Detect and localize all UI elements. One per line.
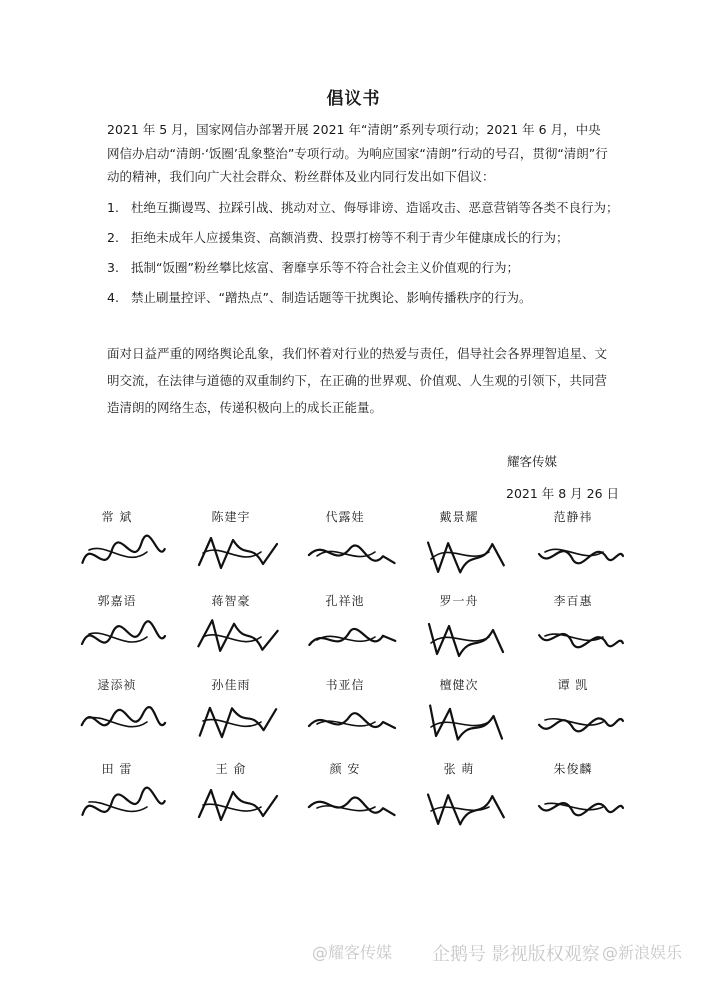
handwritten-signature	[533, 782, 625, 832]
handwritten-signature	[191, 614, 283, 664]
signer-name: 罗一舟	[439, 594, 479, 608]
handwritten-signature	[419, 782, 511, 832]
item-number: 1.	[107, 200, 119, 215]
signer-name: 田 雷	[101, 762, 133, 776]
signature-cell	[176, 676, 286, 758]
signature-cell	[518, 760, 628, 842]
signer-name: 朱俊麟	[553, 762, 593, 776]
signature-cell	[290, 676, 400, 758]
signature-cell	[404, 508, 514, 590]
signature-cell	[62, 508, 172, 590]
handwritten-signature	[419, 614, 511, 664]
handwritten-signature	[419, 698, 511, 748]
watermark-left: @耀客传媒	[312, 943, 393, 962]
handwritten-signature	[191, 698, 283, 748]
handwritten-signature	[533, 698, 625, 748]
signature-cell	[176, 508, 286, 590]
signature-cell	[176, 592, 286, 674]
handwritten-signature	[533, 530, 625, 580]
signer-name: 蒋智豪	[211, 594, 251, 608]
signature-cell	[404, 760, 514, 842]
signature-cell	[176, 760, 286, 842]
signature-cell	[518, 592, 628, 674]
signature-cell	[62, 676, 172, 758]
handwritten-signature	[77, 530, 169, 580]
item-text: 杜绝互撕谩骂、拉踩引战、挑动对立、侮辱诽谤、造谣攻击、恶意营销等各类不良行为；	[131, 200, 619, 215]
item-text: 禁止刷量控评、“蹭热点”、制造话题等干扰舆论、影响传播秩序的行为。	[131, 290, 532, 305]
handwritten-signature	[305, 530, 397, 580]
intro-paragraph: 2021 年 5 月，国家网信办部署开展 2021 年“清朗”系列专项行动；2021 年 6 月，中央网信办启动“清朗·‘饭圈’乱象整治”专项行动。为响应国家“清朗”行动的号召，贯彻“清朗”行动的精神，我们向广大社会群众、粉丝群体及业内同行发出如下倡议：	[107, 122, 608, 184]
signature-cell	[518, 508, 628, 590]
signature-cell	[290, 508, 400, 590]
signer-name: 戴景耀	[439, 510, 479, 524]
item-number: 2.	[107, 230, 119, 245]
signer-name: 颜 安	[329, 762, 361, 776]
watermark-center: 企鹅号 影视版权观察	[432, 944, 600, 965]
signature-cell	[404, 676, 514, 758]
signer-name: 陈建宇	[211, 510, 251, 524]
signature-cell	[62, 592, 172, 674]
company-name: 耀客传媒	[507, 454, 558, 469]
signer-name: 书亚信	[325, 678, 365, 692]
handwritten-signature	[305, 782, 397, 832]
signature-grid	[62, 508, 662, 838]
document-date: 2021 年 8 月 26 日	[506, 486, 620, 501]
handwritten-signature	[191, 530, 283, 580]
signer-name: 孙佳雨	[211, 678, 251, 692]
item-number: 4.	[107, 290, 119, 305]
list-item	[107, 253, 617, 283]
signer-name: 李百惠	[553, 594, 593, 608]
item-number: 3.	[107, 260, 119, 275]
signer-name: 孔祥池	[325, 594, 365, 608]
handwritten-signature	[77, 614, 169, 664]
signature-cell	[518, 676, 628, 758]
signer-name: 谭 凯	[557, 678, 589, 692]
document-title: 倡议书	[326, 89, 381, 109]
signer-name: 檀健次	[439, 678, 479, 692]
list-item	[107, 223, 617, 253]
item-text: 拒绝未成年人应援集资、高额消费、投票打榜等不利于青少年健康成长的行为；	[131, 230, 569, 245]
item-text: 抵制“饭圈”粉丝攀比炫富、奢靡享乐等不符合社会主义价值观的行为；	[131, 260, 519, 275]
signer-name: 王 俞	[215, 762, 247, 776]
proposal-list	[107, 193, 617, 313]
signature-cell	[290, 592, 400, 674]
signer-name: 范静祎	[553, 510, 593, 524]
list-item	[107, 193, 617, 223]
handwritten-signature	[191, 782, 283, 832]
handwritten-signature	[305, 698, 397, 748]
handwritten-signature	[305, 614, 397, 664]
handwritten-signature	[419, 530, 511, 580]
signer-name: 代露娃	[325, 510, 365, 524]
signature-cell	[290, 760, 400, 842]
signer-name: 张 萌	[443, 762, 475, 776]
handwritten-signature	[533, 614, 625, 664]
signature-cell	[62, 760, 172, 842]
handwritten-signature	[77, 782, 169, 832]
list-item	[107, 283, 617, 313]
signer-name: 逯添祯	[97, 678, 137, 692]
watermark-right: @新浪娱乐	[602, 943, 683, 962]
signer-name: 郭嘉语	[97, 594, 137, 608]
closing-paragraph: 面对日益严重的网络舆论乱象，我们怀着对行业的热爱与责任，倡导社会各界理智追星、文明交流，在法律与道德的双重制约下，在正确的世界观、价值观、人生观的引领下，共同营造清朗的网络生态，传递积极向上的成长正能量。	[107, 346, 608, 415]
handwritten-signature	[77, 698, 169, 748]
signature-cell	[404, 592, 514, 674]
signer-name: 常 斌	[101, 510, 133, 524]
